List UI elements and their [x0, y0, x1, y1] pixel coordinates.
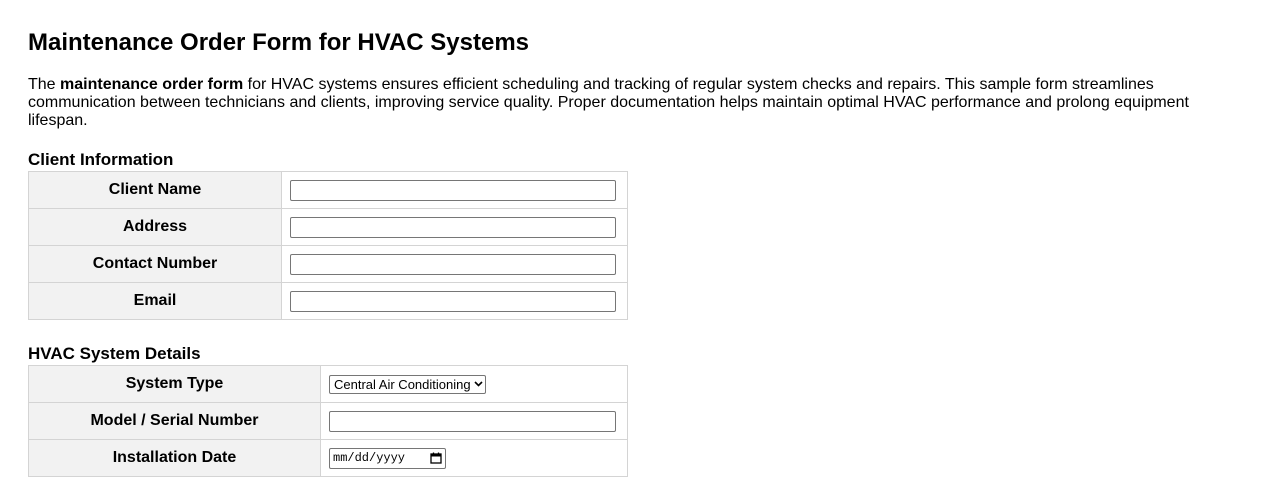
- email-label: Email: [29, 283, 282, 320]
- system-type-select[interactable]: [329, 375, 486, 394]
- client-info-heading: Client Information: [28, 150, 174, 169]
- chevron-down-icon: [474, 381, 483, 387]
- client-name-cell: [282, 172, 628, 209]
- system-type-selected-value: Central Air Conditioning: [334, 376, 471, 392]
- installation-date-placeholder: mm/dd/yyyy: [333, 451, 406, 465]
- intro-paragraph: [28, 76, 1208, 130]
- intro-bold-term: maintenance order form: [60, 76, 244, 93]
- table-row: [29, 172, 628, 209]
- page-title: Maintenance Order Form for HVAC Systems: [28, 29, 530, 56]
- model-serial-field[interactable]: [329, 411, 616, 432]
- table-row: [29, 246, 628, 283]
- installation-date-label: Installation Date: [29, 440, 321, 477]
- email-field[interactable]: [290, 291, 616, 312]
- intro-suffix: for HVAC systems ensures efficient scheduling and tracking of regular system checks and repairs. This sample form streamlines communication between technicians and clients, improving service quality. Proper documentation helps maintain optimal HVAC performance and prolong equipment lifespan.: [28, 76, 1189, 129]
- model-serial-label: Model / Serial Number: [29, 403, 321, 440]
- client-name-label: Client Name: [29, 172, 282, 209]
- table-row: [29, 403, 628, 440]
- contact-number-field[interactable]: [290, 254, 616, 275]
- hvac-details-table: [28, 365, 628, 477]
- system-type-cell: [321, 366, 628, 403]
- model-serial-cell: [321, 403, 628, 440]
- address-cell: [282, 209, 628, 246]
- hvac-details-heading: HVAC System Details: [28, 344, 201, 363]
- client-info-table: [28, 171, 628, 320]
- intro-prefix: The: [28, 76, 61, 93]
- contact-number-label: Contact Number: [29, 246, 282, 283]
- installation-date-input[interactable]: [329, 448, 446, 469]
- contact-number-cell: [282, 246, 628, 283]
- system-type-label: System Type: [29, 366, 321, 403]
- calendar-icon[interactable]: [430, 452, 442, 464]
- client-name-field[interactable]: [290, 180, 616, 201]
- email-cell: [282, 283, 628, 320]
- installation-date-cell: [321, 440, 628, 477]
- table-row: [29, 440, 628, 477]
- table-row: [29, 366, 628, 403]
- table-row: [29, 283, 628, 320]
- address-field[interactable]: [290, 217, 616, 238]
- address-label: Address: [29, 209, 282, 246]
- table-row: [29, 209, 628, 246]
